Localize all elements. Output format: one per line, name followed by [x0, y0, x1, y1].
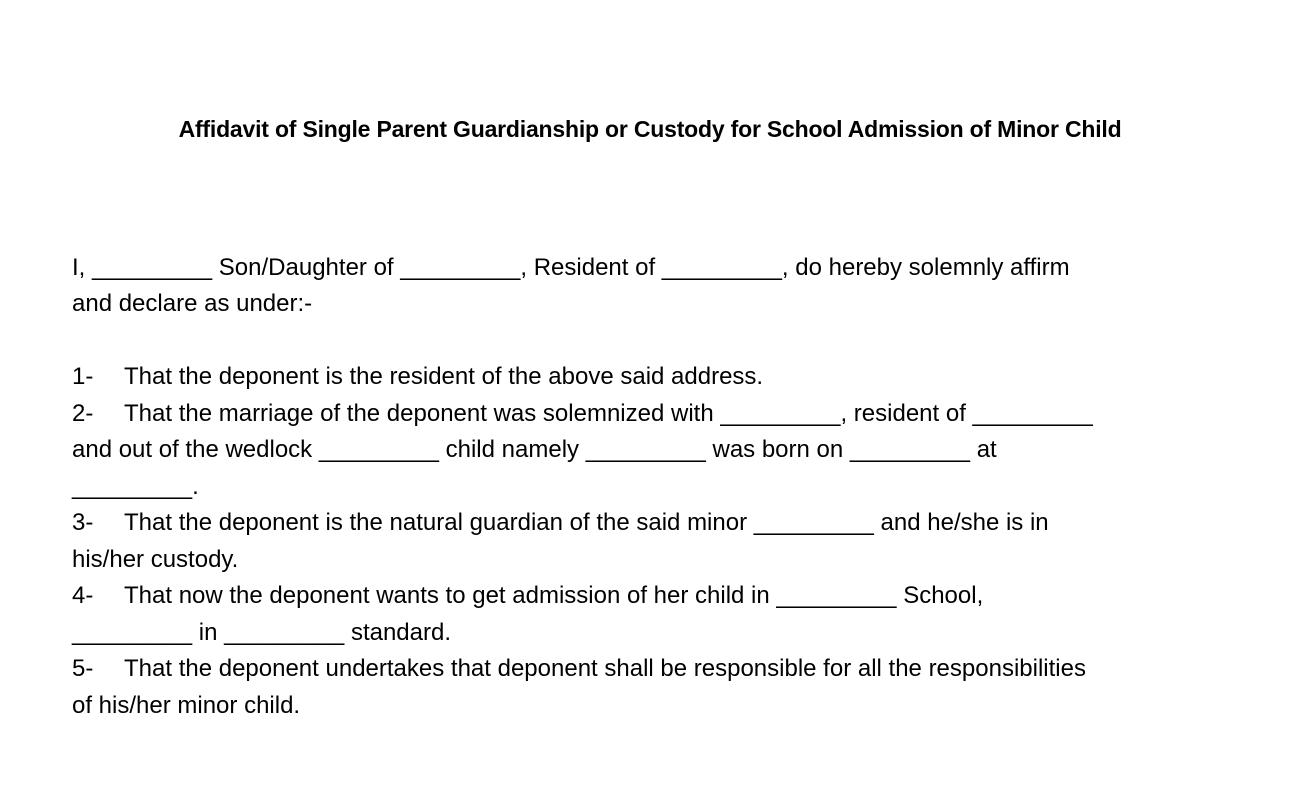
clause-number: 4- [72, 582, 94, 609]
clause-2-line-3: _________. [72, 473, 199, 500]
clause-text: That the deponent is the resident of the above said address. [124, 363, 764, 390]
clause-2-line-2: and out of the wedlock _________ child namely _________ was born on _________ at [72, 436, 997, 463]
clause-text: That the deponent undertakes that deponent shall be responsible for all the responsibilities [124, 655, 1086, 682]
document-title: Affidavit of Single Parent Guardianship or Custody for School Admission of Minor Child [178, 116, 1122, 142]
clause-3-line-2: his/her custody. [72, 546, 239, 573]
clause-number: 3- [72, 509, 94, 536]
clause-1 [72, 362, 763, 392]
intro-line-1: I, _________ Son/Daughter of _________, Resident of _________, do hereby solemnly affirm [72, 254, 1070, 281]
clause-text: That the marriage of the deponent was solemnized with _________, resident of _________ [124, 400, 1093, 427]
clause-number: 2- [72, 400, 94, 427]
clause-text: That the deponent is the natural guardian of the said minor _________ and he/she is in [124, 509, 1049, 536]
clause-5 [72, 654, 1086, 684]
clause-4 [72, 581, 983, 611]
clause-3 [72, 508, 1049, 538]
clause-4-line-2: _________ in _________ standard. [72, 619, 452, 646]
clause-text: That now the deponent wants to get admission of her child in _________ School, [124, 582, 984, 609]
clause-number: 1- [72, 363, 94, 390]
clause-5-line-2: of his/her minor child. [72, 692, 301, 719]
clause-number: 5- [72, 655, 94, 682]
clause-2 [72, 399, 1093, 429]
intro-line-2: and declare as under:- [72, 290, 313, 317]
